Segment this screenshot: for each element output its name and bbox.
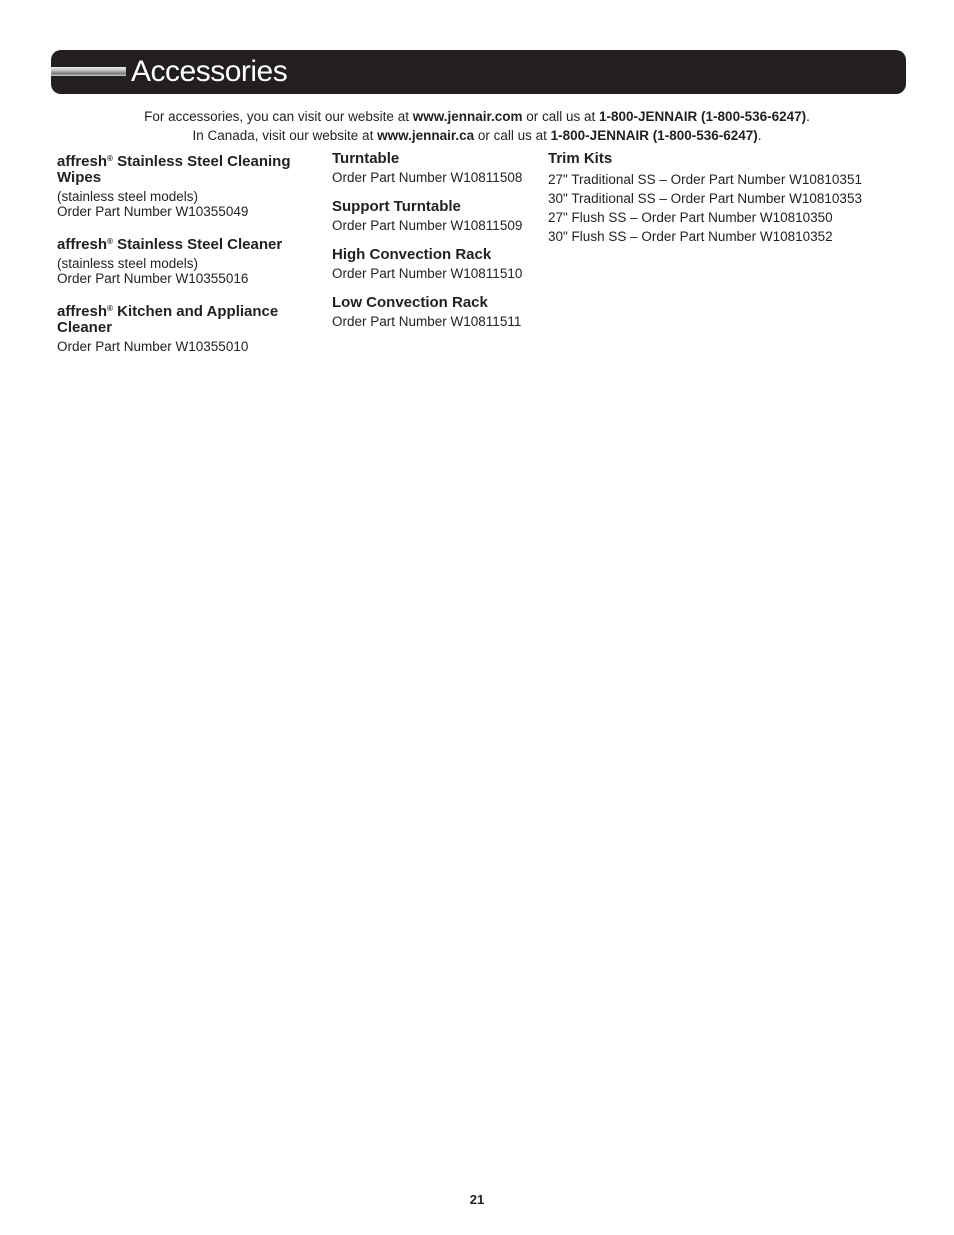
accessory-part-number: Order Part Number W10811509 (332, 218, 523, 233)
accessory-part-number: Order Part Number W10811510 (332, 266, 523, 281)
accessory-title: affresh® Stainless Steel Cleaner (57, 236, 283, 253)
accessory-part-number: Order Part Number W10355049 (57, 204, 249, 219)
intro-contact-text (0, 107, 954, 145)
accessories-column-cleaners (57, 151, 319, 354)
accessory-item-turntable (332, 151, 542, 185)
accessory-part-number: Order Part Number W10811511 (332, 314, 522, 329)
accessories-column-racks (332, 151, 542, 329)
accessory-title: Turntable (332, 150, 400, 167)
phone-number-canada: 1-800-JENNAIR (1-800-536-6247) (550, 128, 758, 143)
accessory-title: affresh® Stainless Steel Cleaning Wipes (57, 153, 291, 186)
accessory-item-support-turntable (332, 199, 542, 233)
website-link-canada[interactable]: www.jennair.ca (377, 128, 475, 143)
accessory-item-trim-kits (548, 151, 888, 246)
accessory-title: High Convection Rack (332, 246, 492, 263)
phone-number-us: 1-800-JENNAIR (1-800-536-6247) (599, 109, 807, 124)
accessory-item-steel-wipes (57, 151, 319, 219)
accessory-item-steel-cleaner (57, 234, 319, 286)
trim-kit-line: 30" Flush SS – Order Part Number W10810352 (548, 229, 833, 244)
decorative-chrome-bar (51, 67, 126, 76)
accessory-note: (stainless steel models) (57, 189, 199, 204)
accessories-column-trim-kits (548, 151, 888, 246)
page-title: Accessories (131, 55, 288, 88)
accessory-part-number: Order Part Number W10355010 (57, 339, 249, 354)
intro-line-canada: In Canada, visit our website at www.jennair.ca or call us at 1-800-JENNAIR (1-800-536-6247). (192, 128, 762, 143)
accessory-item-low-convection-rack (332, 295, 542, 329)
page-number: 21 (469, 1192, 485, 1207)
accessory-part-number: Order Part Number W10355016 (57, 271, 249, 286)
trim-kit-line: 30" Traditional SS – Order Part Number W10810353 (548, 191, 862, 206)
accessory-note: (stainless steel models) (57, 256, 199, 271)
accessory-title: Low Convection Rack (332, 294, 488, 311)
trim-kit-line: 27" Traditional SS – Order Part Number W10810351 (548, 172, 862, 187)
website-link-us[interactable]: www.jennair.com (412, 109, 523, 124)
accessory-part-number: Order Part Number W10811508 (332, 170, 523, 185)
accessory-title: Trim Kits (548, 150, 613, 167)
accessory-title: affresh® Kitchen and Appliance Cleaner (57, 303, 279, 336)
trim-kit-line: 27" Flush SS – Order Part Number W10810350 (548, 210, 833, 225)
accessory-item-kitchen-cleaner (57, 301, 319, 354)
intro-line-us: For accessories, you can visit our website at www.jennair.com or call us at 1-800-JENNAIR (1-800-536-6247). (144, 109, 810, 124)
section-header-banner (51, 50, 906, 94)
accessory-item-high-convection-rack (332, 247, 542, 281)
accessory-title: Support Turntable (332, 198, 461, 215)
